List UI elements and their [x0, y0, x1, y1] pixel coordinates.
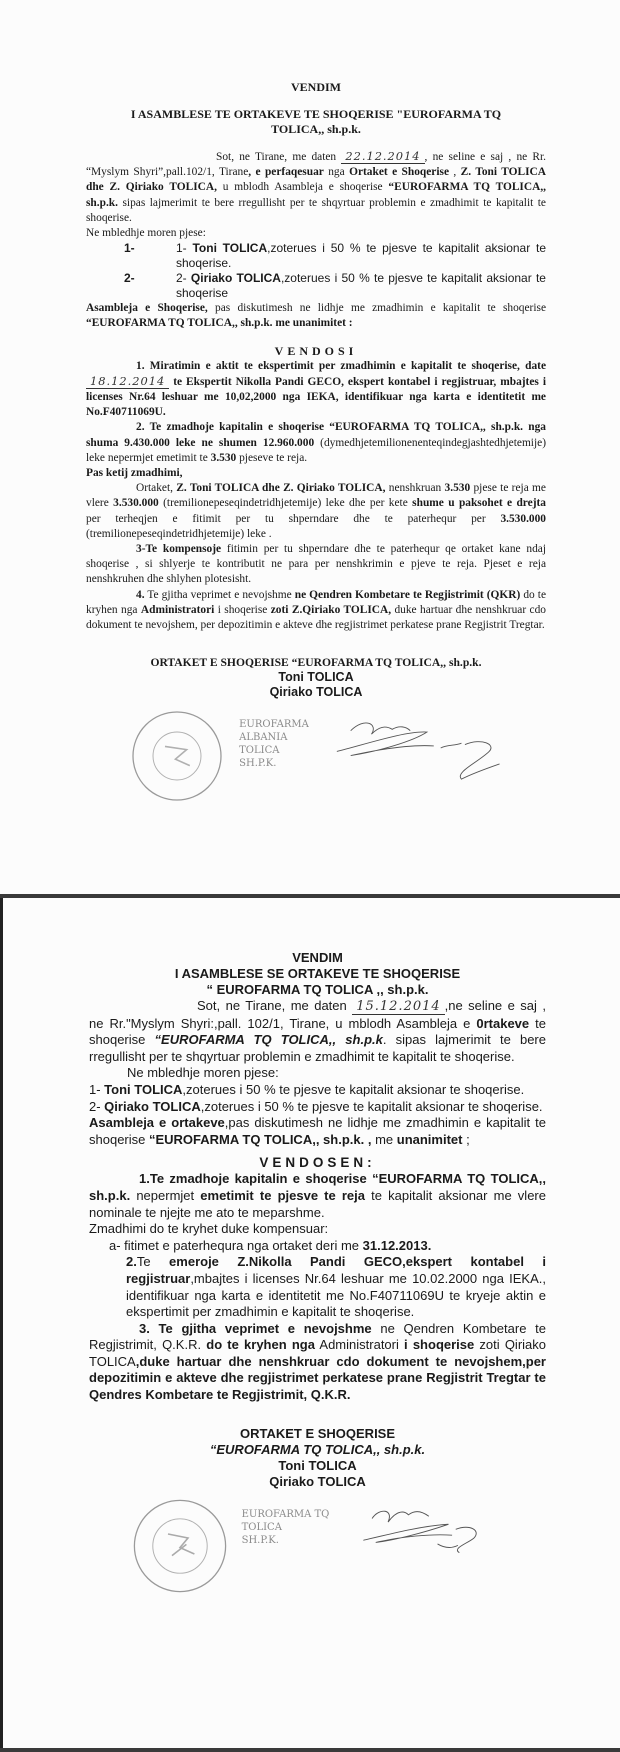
assembly-paragraph: Asambleja e Shoqerise, pas diskutimesh ne lidhje me zmadhimin e kapitalit te shoqerise “EUROFARMA TQ TOLICA,, sh.p.k. me unanimitet :	[86, 302, 546, 330]
stamp-legend	[239, 708, 309, 770]
stamp-legend	[242, 1498, 330, 1547]
assembly-paragraph: Asambleja e ortakeve,pas diskutimesh ne lidhje me zmadhimin e kapitalit te shoqerise “EUROFARMA TQ TOLICA,, sh.p.k. , me unanimitet ;	[89, 1115, 547, 1147]
stamp-text-right: TOLICA	[239, 745, 280, 757]
page2-header	[89, 950, 546, 998]
page2-decides-heading: VENDOSEN:	[259, 1155, 376, 1171]
stamp-text-inner: ALBANIA	[239, 732, 288, 744]
page1-title: VENDIM	[291, 80, 341, 94]
page1-intro-paragraph: Sot, ne Tirane, me daten 22.12.2014 , ne seline e saj , ne Rr. “Myslym Shyri”,pall.102/1, Tirane, e perfaqesuar nga Ortaket e Shoqerise , Z. Toni TOLICA dhe Z. Qiriako TOLICA, u mblodh Asambleja e shoqerise “EUROFARMA TQ TOLICA,, sh.p.k. sipas lajmerimit te bere rregullisht per te shqyrtuar problemin e zmadhimit te kapitalit te shoqerise.	[86, 149, 547, 224]
stamp-text-bottom: SH.P.K.	[241, 1534, 279, 1546]
company-stamp-icon	[129, 708, 225, 804]
after-increase-paragraph: Ortaket, Z. Toni TOLICA dhe Z. Qiriako TOLICA, nenshkruan 3.530 pjese te reja me vlere 3.530.000 (tremilionepeseqindetridhjetemije) leke dhe per kete shume u paksohet e drejta per terheqjen e fitimit per tu shperndare dhe te paterhequr per 3.530.000 (tremilionepeseqindetridhjetemije) leke .	[86, 482, 546, 540]
attendance-label: Ne mbledhje moren pjese:	[86, 227, 206, 240]
signature-icon	[323, 708, 503, 788]
members-list	[86, 241, 546, 301]
page1-decisions	[86, 359, 546, 634]
signatory-name: Qiriako TOLICA	[269, 685, 363, 700]
page2-intro-paragraph: Sot, ne Tirane, me daten 15.12.2014 ,ne seline e saj , ne Rr."Myslym Shyri:,pall. 102/1, Tirane, u mblodh Asambleja e 0rtakeve te shoqerise “EUROFARMA TQ TOLICA,, sh.p.k. sipas lajmerimit te bere rregullisht per te shqyrtuar problemin e zmadhimit te kapitalit te shoqerise.	[89, 998, 546, 1064]
handwritten-date: 18.12.2014	[86, 374, 169, 389]
company-stamp-icon	[132, 1498, 228, 1594]
page2-decisions	[89, 1171, 546, 1403]
attendance-label: Ne mbledhje moren pjese:	[127, 1065, 279, 1081]
stamp-text-right: TOLICA	[241, 1521, 282, 1533]
stamp-text-top: EUROFARMA	[239, 719, 309, 731]
page1-decides-heading: VENDOSI	[274, 343, 358, 358]
decision-2: 2. Te zmadhoje kapitalin e shoqerise “EUROFARMA TQ TOLICA,, sh.p.k. nga shuma 9.430.000 leke ne shumen 12.960.000 (dymedhjetemilionenenteqindegjashtedhjetemije) leke nepermjet emetimit te 3.530 pjeseve te reja.	[86, 421, 546, 464]
page1-signatories	[86, 670, 546, 700]
decision-2: 2.Te emeroje Z.Nikolla Pandi GECO,ekspert kontabel i regjistruar,mbajtes i licenses Nr.64 leshuar me 10.02.2000 nga IEKA., identifikuar nga karta e identitetit me No.F40711069U te kryeje aktin e ekspertimit per zmadhimin e kapitalit te shoqerise.	[126, 1254, 547, 1320]
page2-intro	[89, 998, 546, 1148]
page2-signoff	[89, 1426, 546, 1594]
page1-subtitle-line1: I ASAMBLESE TE ORTAKEVE TE SHOQERISE "EUROFARMA TQ	[130, 107, 502, 121]
signatory-name: Toni TOLICA	[278, 1457, 357, 1473]
page2-signoff-text	[89, 1426, 546, 1490]
page2-subtitle-line2: “ EUROFARMA TQ TOLICA ,, sh.p.k.	[206, 982, 429, 997]
handwritten-date: 15.12.2014	[352, 999, 444, 1015]
decision-3: 3-Te kompensoje fitimin per tu shperndare dhe te paterhequr qe ortaket kane ndaj shoqerise , si shlyerje te kontributit ne para per nenshkrimin e pjeve te reja. Pjeset e reja nenshkruhen dhe shlyhen plotesisht.	[86, 543, 546, 586]
member-item: 2- 2- Qiriako TOLICA,zoterues i 50 % te pjesve te kapitalit aksionar te shoqerise	[124, 271, 546, 301]
compensation-item: a- fitimet e paterhequra nga ortaket deri me 31.12.2013.	[109, 1237, 432, 1253]
signatory-name: Qiriako TOLICA	[269, 1473, 366, 1489]
page1-intro	[86, 149, 546, 332]
signature-icon	[343, 1498, 503, 1568]
after-increase-label: Pas ketij zmadhimi,	[86, 467, 183, 480]
compensation-label: Zmadhimi do te kryhet duke kompensuar:	[89, 1221, 329, 1237]
page2-signoff-header: ORTAKET E SHOQERISE	[239, 1425, 396, 1441]
page2-subtitle-line1: I ASAMBLESE SE ORTAKEVE TE SHOQERISE	[174, 966, 461, 981]
decision-1: 1.Te zmadhoje kapitalin e shoqerise “EUROFARMA TQ TOLICA,, sh.p.k. nepermjet emetimit te pjesve te reja te kapitalit aksionar me vlere nominale te njejte me ato te meparshme.	[89, 1171, 546, 1220]
page1-signoff	[86, 655, 546, 804]
member-item: 1- Toni TOLICA,zoterues i 50 % te pjesve te kapitalit aksionar te shoqerise.	[89, 1081, 525, 1097]
decision-4: 4. Te gjitha veprimet e nevojshme ne Qendren Kombetare te Regjistrimit (QKR) do te kryhen nga Administratori i shoqerise zoti Z.Qiriako TOLICA, duke hartuar dhe nenshkruar cdo dokument te nevojshem, per depozitimin e akteve dhe regjistrimet perkatese prane Regjistrit Tregtar.	[86, 588, 547, 632]
page2-signoff-company: “EUROFARMA TQ TOLICA,, sh.p.k.	[209, 1441, 426, 1457]
decision-1: 1. Miratimin e aktit te ekspertimit per zmadhimin e kapitalit te shoqerise, date 18.12.2014 te Ekspertit Nikolla Pandi GECO, ekspert kontabel i regjistruar, mbajtes i licenses Nr.64 leshuar me 10,02,2000 nga IEKA, identifikuar nga karta e identitetit me No.F40711069U.	[86, 359, 546, 419]
stamp-text-bottom: SH.P.K.	[239, 758, 277, 770]
page1-stamp-area	[86, 708, 546, 804]
member-item: 2- Qiriako TOLICA,zoterues i 50 % te pjesve te kapitalit aksionar te shoqerise.	[89, 1098, 543, 1114]
member-item: 1- 1- Toni TOLICA,zoterues i 50 % te pjesve te kapitalit aksionar te shoqerise.	[124, 241, 546, 271]
stamp-text-top: EUROFARMA TQ	[241, 1508, 330, 1520]
page1-signoff-header: ORTAKET E SHOQERISE “EUROFARMA TQ TOLICA,, sh.p.k.	[150, 656, 482, 670]
page1-subtitle-line2: TOLICA,, sh.p.k.	[271, 122, 361, 136]
page1-subtitle	[86, 107, 546, 137]
document-page-2	[0, 898, 620, 1748]
signatory-name: Toni TOLICA	[278, 670, 354, 685]
decision-3: 3. Te gjitha veprimet e nevojshme ne Qendren Kombetare te Regjistrimit, Q.K.R. do te kryhen nga Administratori i shoqerise zoti Qiriako TOLICA,duke hartuar dhe nenshkruar cdo dokument te nevojshem,per depozitimin e akteve dhe regjistrimet perkatese prane Regjistrit Tregtar te Qendres Kombetare te Regjistrimit, Q.K.R.	[89, 1320, 546, 1403]
page2-stamp-area	[89, 1498, 546, 1594]
handwritten-date: 22.12.2014	[341, 149, 424, 164]
page2-title: VENDIM	[292, 950, 343, 965]
